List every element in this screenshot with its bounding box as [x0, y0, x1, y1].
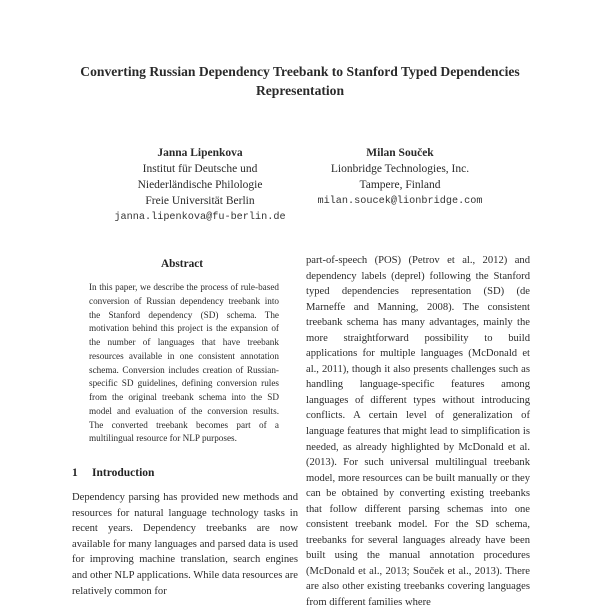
author-name: Janna Lipenkova	[157, 147, 243, 159]
abstract-text: In this paper, we describe the process of rule-based conversion of Russian dependency treebank into the Stanford dependency (SD) schema. The motivation behind this project is the expansion of the number of languages that have treebank resources available in one consistent annotation schema. Conversion includes creation of Russian-specific SD guidelines, defining conversion rules from the original treebank schema into the SD model and evaluation of the conversion results. The converted treebank becomes part of a multilingual resource for NLP purposes.	[89, 282, 279, 444]
paper-title: Converting Russian Dependency Treebank to Stanford Typed Dependencies Representation	[80, 64, 520, 98]
section-number: 1	[72, 467, 78, 479]
author-affiliation-line: Niederländische Philologie	[137, 179, 263, 191]
author-affiliation-line: Institut für Deutsche und	[142, 163, 258, 175]
author-affiliation-line: Lionbridge Technologies, Inc.	[330, 163, 470, 175]
author-affiliation-line: Tampere, Finland	[359, 179, 441, 191]
section-title: Introduction	[92, 467, 155, 479]
author-affiliation-line: Freie Universität Berlin	[145, 195, 255, 207]
introduction-text: Dependency parsing has provided new methods and resources for natural language technology tasks in recent years. Dependency treebanks are now available for many languages and parsed data is used for improving machine translation, search engines and other NLP applications. While data resources are relatively common for	[72, 492, 298, 597]
author-block-2	[300, 145, 500, 210]
author-name: Milan Souček	[366, 147, 434, 159]
right-column-text: part-of-speech (POS) (Petrov et al., 2012) and dependency labels (deprel) following the Stanford typed dependencies representation (SD) (de Marneffe and Manning, 2008). The consistent treebank schema has many advantages, mainly the more straightforward possibility to build applications for multiple languages (McDonald et al., 2011), though it also presents challenges such as handling language-specific features among languages of different types without introducing conflicts. A certain level of generalization of language features that might lead to simplification is needed, as already highlighted by McDonald et al. (2013). For such universal multilingual treebank model, more resources can be built manually or they can be obtained by converting existing treebanks that follow different parsing schemas into one consistent treebank model. For the SD schema, treebanks for several languages already have been built using the manual annotation procedures (McDonald et al., 2013; Souček et al., 2013). There are also other existing treebanks covering languages from different families where	[306, 255, 530, 609]
abstract-heading: Abstract	[160, 258, 204, 270]
author-block-1	[100, 145, 300, 226]
section-heading-introduction	[72, 467, 154, 479]
author-email: janna.lipenkova@fu-berlin.de	[114, 212, 286, 223]
author-email: milan.soucek@lionbridge.com	[317, 196, 483, 207]
